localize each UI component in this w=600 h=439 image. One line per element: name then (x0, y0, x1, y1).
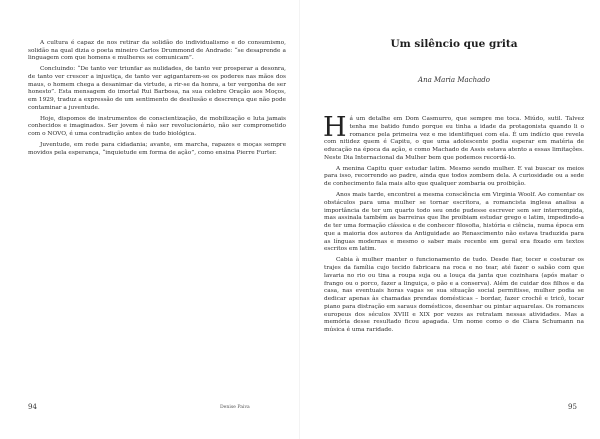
footer-author-name: Denise Paiva (220, 405, 250, 410)
right-text-column (323, 112, 584, 338)
left-paragraph-4: Juventude, em rede para cidadania; avante, em marcha, rapazes e moças sempre movidos pela esperança, “inquietude em forma de ação”, como ensina Pierre Furter. (28, 142, 286, 156)
right-paragraph-4: Cabia à mulher manter o funcionamento de tudo. Desde fiar, tecer e costurar os trajes da família cujo tecido fabricara na roca e no tear, até fazer o sabão com que lavaria no rio ou tina a roupa suja ou a louça da janta que cozinhara (após matar o frango ou o porco, fazer a linguiça, o pão e a conserva). Além de cuidar dos filhos e da casa, nas eventuais horas vagas se sua situação social permitisse, mulher podia se dedicar apenas às chamadas prendas domésticas – bordar, fazer crochê e tricô, tocar piano para distração em saraus domésticos, desenhar ou pintar aquarelas. Os romances europeus dos séculos XVIII e XIX por vezes as retratam nessas atividades. Mas a memória desse resultado ficou apagada. Um nome como o de Clara Schumann na música é uma raridade. (324, 257, 584, 334)
right-paragraph-2: A menina Capitu quer estudar latim. Mesmo sendo mulher. E vai buscar os meios para isso, recorrendo ao padre, ainda que todos zombem dela. A curiosidade ou a sede de conhecimento fala mais alto que qualquer zombaria ou proibição. (324, 165, 584, 188)
right-paragraph-1 (323, 112, 584, 163)
article-author: Ana Maria Machado (418, 76, 490, 84)
left-paragraph-3: Hoje, dispomos de instrumentos de conscientização, de mobilização e luta jamais conhecidos e imaginados. Ser jovem é não ser revolucionário, não ser comprometido com o NOVO, é uma contradição antes de tudo biológica. (28, 115, 286, 138)
right-page-number: 95 (568, 403, 577, 411)
left-text-column (28, 40, 286, 161)
drop-cap: H (323, 112, 347, 143)
left-paragraph-2: Concluindo: “De tanto ver triunfar as nulidades, de tanto ver prosperar a desonra, de tanto ver crescer a injustiça, de tanto ver agigantarem-se os poderes nas mãos dos maus, o homem chega a desanimar da virtude, a rir-se da honra, a ter vergonha de ser honesto”. Esta mensagem do imortal Rui Barbosa, na sua celebre Oração aos Moços, em 1929, traduz a expressão de um sentimento de desilusão e descrença que não pode contaminar a juventude. (28, 66, 286, 111)
right-paragraph-3: Anos mais tarde, encontrei a mesma consciência em Virginia Woolf. Ao comentar os obstáculos para uma mulher se tornar escritora, a romancista inglesa analisa a importância de ter um quarto todo seu onde pudesse escrever sem ser interrompida, mas assinala também as barreiras que lhe proibiam estudar grego e latim, impedindo-a de ter uma formação clássica e de conhecer filosofia, história e ciência, numa época em que a maioria dos autores da Antiguidade ao Renascimento não estava traduzida para as línguas modernas e mesmo o saber mais recente em geral era fixado em textos escritos em latim. (324, 192, 584, 253)
left-page-number: 94 (28, 403, 37, 411)
article-title: Um silêncio que grita (390, 38, 518, 50)
right-paragraph-1-text: á um detalhe em Dom Casmurro, que sempre me toca. Miúdo, sutil. Talvez tenha me batido fundo porque eu tinha a idade da protagonista quando li o romance pela primeira vez e me identifiquei com ela. É um indício que revela com nitidez quem é Capitu, o que uma adolescente podia esperar em matéria de educação na época da ação, e como Machado de Assis estava atento a essas limitações. Neste Dia Internacional da Mulher bem que podemos recordá-lo. (324, 116, 584, 161)
right-page (300, 0, 600, 439)
left-paragraph-1: A cultura é capaz de nos retirar da solidão do individualismo e do consumismo, solidão na qual dizia o poeta mineiro Carlos Drummond de Andrade: “se desaprende a linguagem com que homens e mulheres se comunicam”. (28, 40, 286, 62)
